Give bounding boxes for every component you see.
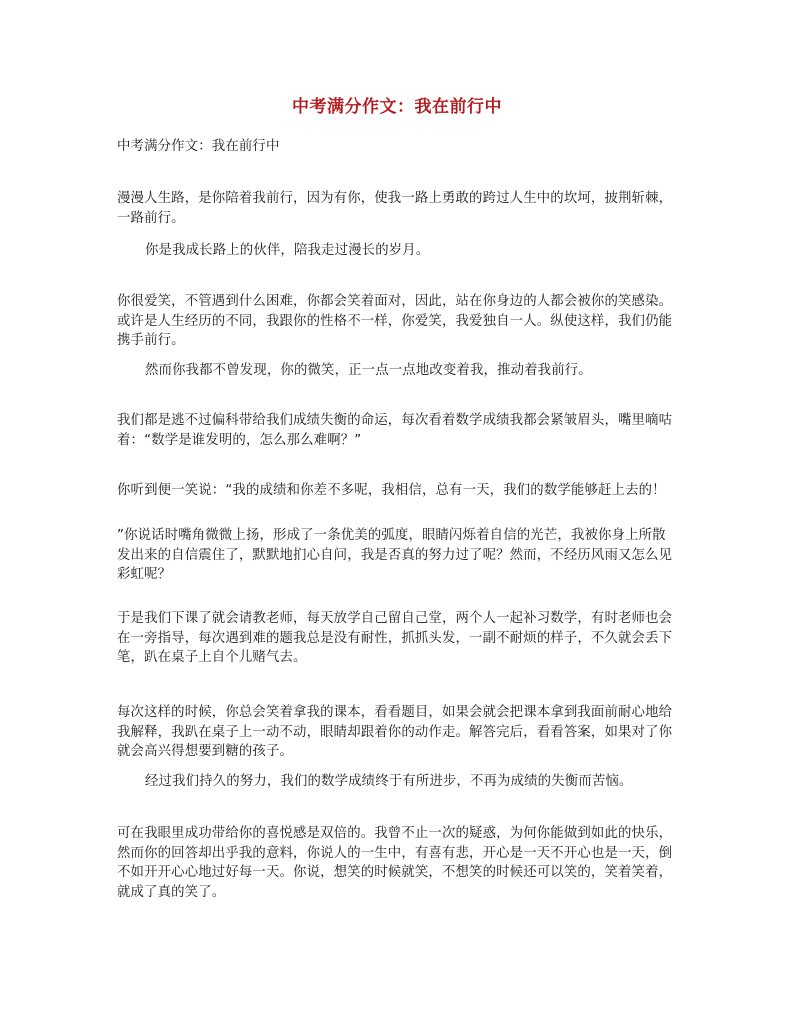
document-title: 中考满分作文：我在前行中 — [292, 97, 502, 117]
paragraph-10: 经过我们持久的努力，我们的数学成绩终于有所进步，不再为成绩的失衡而苦恼。 — [145, 774, 633, 789]
paragraph-8: 于是我们下课了就会请教老师，每天放学自己留自己堂，两个人一起补习数学，有时老师也会在一旁指导，每次遇到难的题我总是没有耐性，抓抓头发，一副不耐烦的样子，不久就会丢下笔，趴在桌子上自个儿赌气去。 — [117, 611, 673, 665]
paragraph-5: 我们都是逃不过偏科带给我们成绩失衡的命运，每次看着数学成绩我都会紧皱眉头，嘴里嘀咕着：“数学是谁发明的，怎么那么难啊？” — [117, 413, 673, 448]
paragraph-11: 可在我眼里成功带给你的喜悦感是双倍的。我曾不止一次的疑惑，为何你能做到如此的快乐，然而你的回答却出乎我的意料，你说人的一生中，有喜有悲，开心是一天不开心也是一天，倒不如开开心心地过好每一天。你说，想笑的时候就笑，不想笑的时候还可以笑的，笑着笑着，就成了真的笑了。 — [117, 826, 673, 900]
paragraph-6: 你听到便一笑说：“我的成绩和你差不多呢，我相信，总有一天，我们的数学能够赶上去的！ — [117, 483, 666, 498]
paragraph-2: 你是我成长路上的伙伴，陪我走过漫长的岁月。 — [145, 243, 430, 258]
paragraph-7: ”你说话时嘴角微微上扬，形成了一条优美的弧度，眼睛闪烁着自信的光芒，我被你身上所散发出来的自信震住了，默默地扪心自问，我是否真的努力过了呢？然而，不经历风雨又怎么见彩虹呢？ — [117, 528, 673, 582]
subtitle-paragraph: 中考满分作文：我在前行中 — [117, 139, 280, 154]
paragraph-4: 然而你我都不曾发现，你的微笑，正一点一点地改变着我，推动着我前行。 — [145, 363, 592, 378]
paragraph-9: 每次这样的时候，你总会笑着拿我的课本，看看题目，如果会就会把课本拿到我面前耐心地给我解释，我趴在桌子上一动不动，眼睛却跟着你的动作走。解答完后，看看答案，如果对了你就会高兴得想要到糖的孩子。 — [117, 705, 673, 759]
paragraph-3: 你很爱笑，不管遇到什么困难，你都会笑着面对，因此，站在你身边的人都会被你的笑感染。或许是人生经历的不同，我跟你的性格不一样，你爱笑，我爱独自一人。纵使这样，我们仍能携手前行。 — [117, 294, 673, 348]
paragraph-1: 漫漫人生路，是你陪着我前行，因为有你，使我一路上勇敢的跨过人生中的坎坷，披荆斩棘，一路前行。 — [117, 191, 673, 226]
